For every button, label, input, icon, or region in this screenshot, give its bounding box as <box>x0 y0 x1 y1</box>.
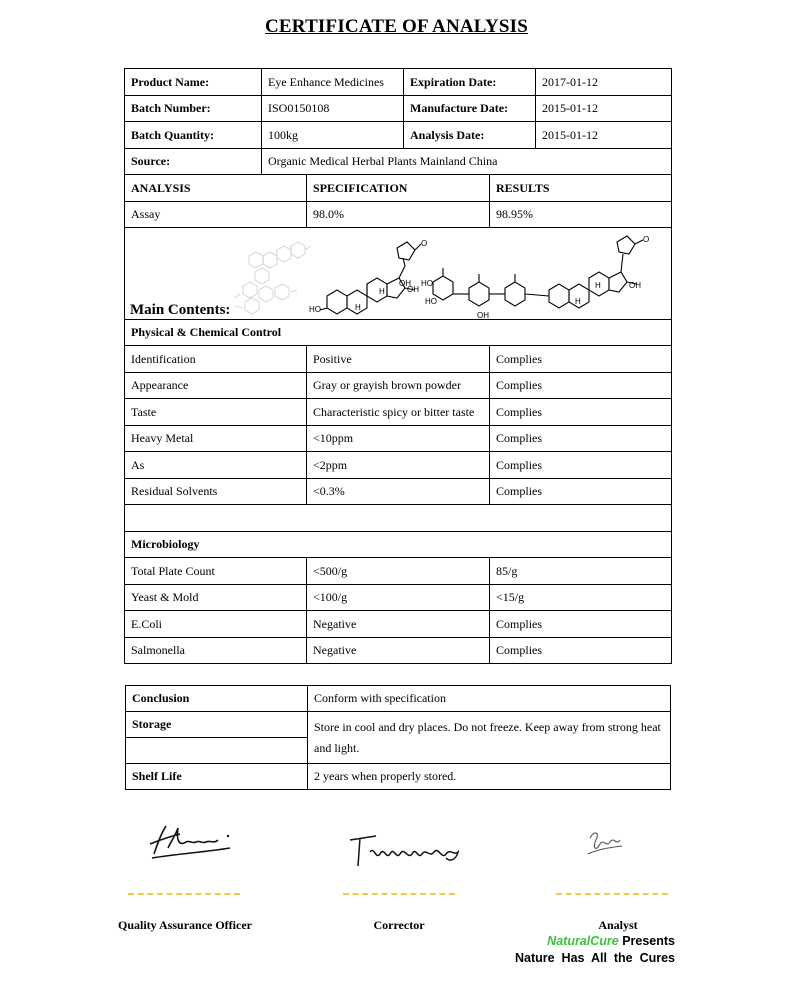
svg-text:OH: OH <box>477 311 489 319</box>
row-name: E.Coli <box>125 611 307 638</box>
conclusion-table <box>125 685 671 790</box>
row-spec: <0.3% <box>307 479 490 505</box>
table-row <box>125 638 672 664</box>
row-name: Yeast & Mold <box>125 585 307 611</box>
table-row <box>125 611 672 638</box>
analysis-date-value: 2015-01-12 <box>536 122 672 149</box>
product-name-label: Product Name: <box>125 69 262 96</box>
analyst-signature-icon <box>586 828 626 858</box>
row-name: Salmonella <box>125 638 307 664</box>
main-contents-row <box>125 228 672 320</box>
table-row <box>125 426 672 452</box>
corrector-signature-icon <box>346 832 466 872</box>
assay-spec: 98.0% <box>307 202 490 228</box>
svg-text:OH: OH <box>407 285 419 294</box>
chemical-structure <box>125 228 671 319</box>
source-value: Organic Medical Herbal Plants Mainland China <box>262 149 672 175</box>
row-spec: <100/g <box>307 585 490 611</box>
faint-molecule-icon <box>235 242 311 314</box>
info-row <box>125 69 672 96</box>
expiration-date-value: 2017-01-12 <box>536 69 672 96</box>
manufacture-date-label: Manufacture Date: <box>404 96 536 122</box>
shelf-life-value: 2 years when properly stored. <box>308 764 671 790</box>
qa-signature-icon <box>146 818 238 868</box>
conclusion-label: Conclusion <box>126 686 308 712</box>
svg-text:HO: HO <box>425 297 437 306</box>
main-contents-label: Main Contents: <box>130 302 231 318</box>
svg-text:OH: OH <box>399 279 411 288</box>
svg-text:O: O <box>643 235 650 244</box>
row-result: 85/g <box>490 558 672 585</box>
section-row <box>125 320 672 346</box>
row-result: Complies <box>490 611 672 638</box>
analysis-table <box>124 68 672 664</box>
assay-row <box>125 202 672 228</box>
blank-row <box>125 505 672 532</box>
row-name: Total Plate Count <box>125 558 307 585</box>
physical-section-title: Physical & Chemical Control <box>125 320 672 346</box>
row-spec: Negative <box>307 638 490 664</box>
svg-text:HO: HO <box>421 279 433 288</box>
table-row <box>125 373 672 399</box>
table-row <box>125 399 672 426</box>
svg-text:HO: HO <box>309 305 321 314</box>
conclusion-row <box>126 686 671 712</box>
row-spec: Positive <box>307 346 490 373</box>
table-row <box>125 452 672 479</box>
header-specification: SPECIFICATION <box>307 175 490 202</box>
source-label: Source: <box>125 149 262 175</box>
product-name-value: Eye Enhance Medicines <box>262 69 404 96</box>
row-name: Appearance <box>125 373 307 399</box>
corrector-signature-line <box>343 893 455 895</box>
brand-presents: Presents <box>618 934 675 948</box>
row-result: <15/g <box>490 585 672 611</box>
manufacture-date-value: 2015-01-12 <box>536 96 672 122</box>
batch-number-label: Batch Number: <box>125 96 262 122</box>
header-results: RESULTS <box>490 175 672 202</box>
row-result: Complies <box>490 346 672 373</box>
row-name: Identification <box>125 346 307 373</box>
row-result: Complies <box>490 479 672 505</box>
svg-text:H: H <box>575 297 581 306</box>
row-result: Complies <box>490 426 672 452</box>
storage-label: Storage <box>126 712 308 738</box>
assay-name: Assay <box>125 202 307 228</box>
page-title: CERTIFICATE OF ANALYSIS <box>265 16 528 37</box>
shelf-life-row <box>126 764 671 790</box>
shelf-life-label: Shelf Life <box>126 764 308 790</box>
svg-text:H: H <box>595 281 601 290</box>
batch-number-value: ISO0150108 <box>262 96 404 122</box>
glycoside-molecule-icon <box>433 236 643 308</box>
section-row <box>125 532 672 558</box>
steroid-molecule-icon <box>320 242 421 314</box>
brand-tagline: Nature Has All the Cures <box>515 951 675 965</box>
svg-text:H: H <box>379 287 385 296</box>
brand-name: NaturalCure <box>547 934 619 948</box>
analysis-date-label: Analysis Date: <box>404 122 536 149</box>
expiration-date-label: Expiration Date: <box>404 69 536 96</box>
row-result: Complies <box>490 638 672 664</box>
storage-row <box>126 712 671 738</box>
table-row <box>125 346 672 373</box>
svg-text:H: H <box>355 303 361 312</box>
row-result: Complies <box>490 452 672 479</box>
row-result: Complies <box>490 399 672 426</box>
analyst-title: Analyst <box>598 918 638 932</box>
row-spec: <2ppm <box>307 452 490 479</box>
row-spec: Characteristic spicy or bitter taste <box>307 399 490 426</box>
analyst-signature-line <box>556 893 668 895</box>
table-row <box>125 479 672 505</box>
row-name: As <box>125 452 307 479</box>
row-spec: Negative <box>307 611 490 638</box>
qa-title: Quality Assurance Officer <box>118 918 252 932</box>
qa-signature-line <box>128 893 240 895</box>
assay-result: 98.95% <box>490 202 672 228</box>
row-name: Residual Solvents <box>125 479 307 505</box>
micro-section-title: Microbiology <box>125 532 672 558</box>
header-analysis: ANALYSIS <box>125 175 307 202</box>
info-row <box>125 96 672 122</box>
storage-value: Store in cool and dry places. Do not freeze. Keep away from strong heat and light. <box>308 712 671 764</box>
table-row <box>125 558 672 585</box>
row-result: Complies <box>490 373 672 399</box>
info-row <box>125 122 672 149</box>
conclusion-value: Conform with specification <box>308 686 671 712</box>
batch-quantity-label: Batch Quantity: <box>125 122 262 149</box>
row-name: Heavy Metal <box>125 426 307 452</box>
row-spec: <500/g <box>307 558 490 585</box>
info-row <box>125 149 672 175</box>
brand-footer <box>499 933 675 967</box>
corrector-title: Corrector <box>373 918 425 932</box>
row-spec: Gray or grayish brown powder <box>307 373 490 399</box>
table-row <box>125 585 672 611</box>
row-name: Taste <box>125 399 307 426</box>
svg-text:O: O <box>421 239 428 248</box>
row-spec: <10ppm <box>307 426 490 452</box>
table-header-row <box>125 175 672 202</box>
batch-quantity-value: 100kg <box>262 122 404 149</box>
svg-text:OH: OH <box>629 281 641 290</box>
